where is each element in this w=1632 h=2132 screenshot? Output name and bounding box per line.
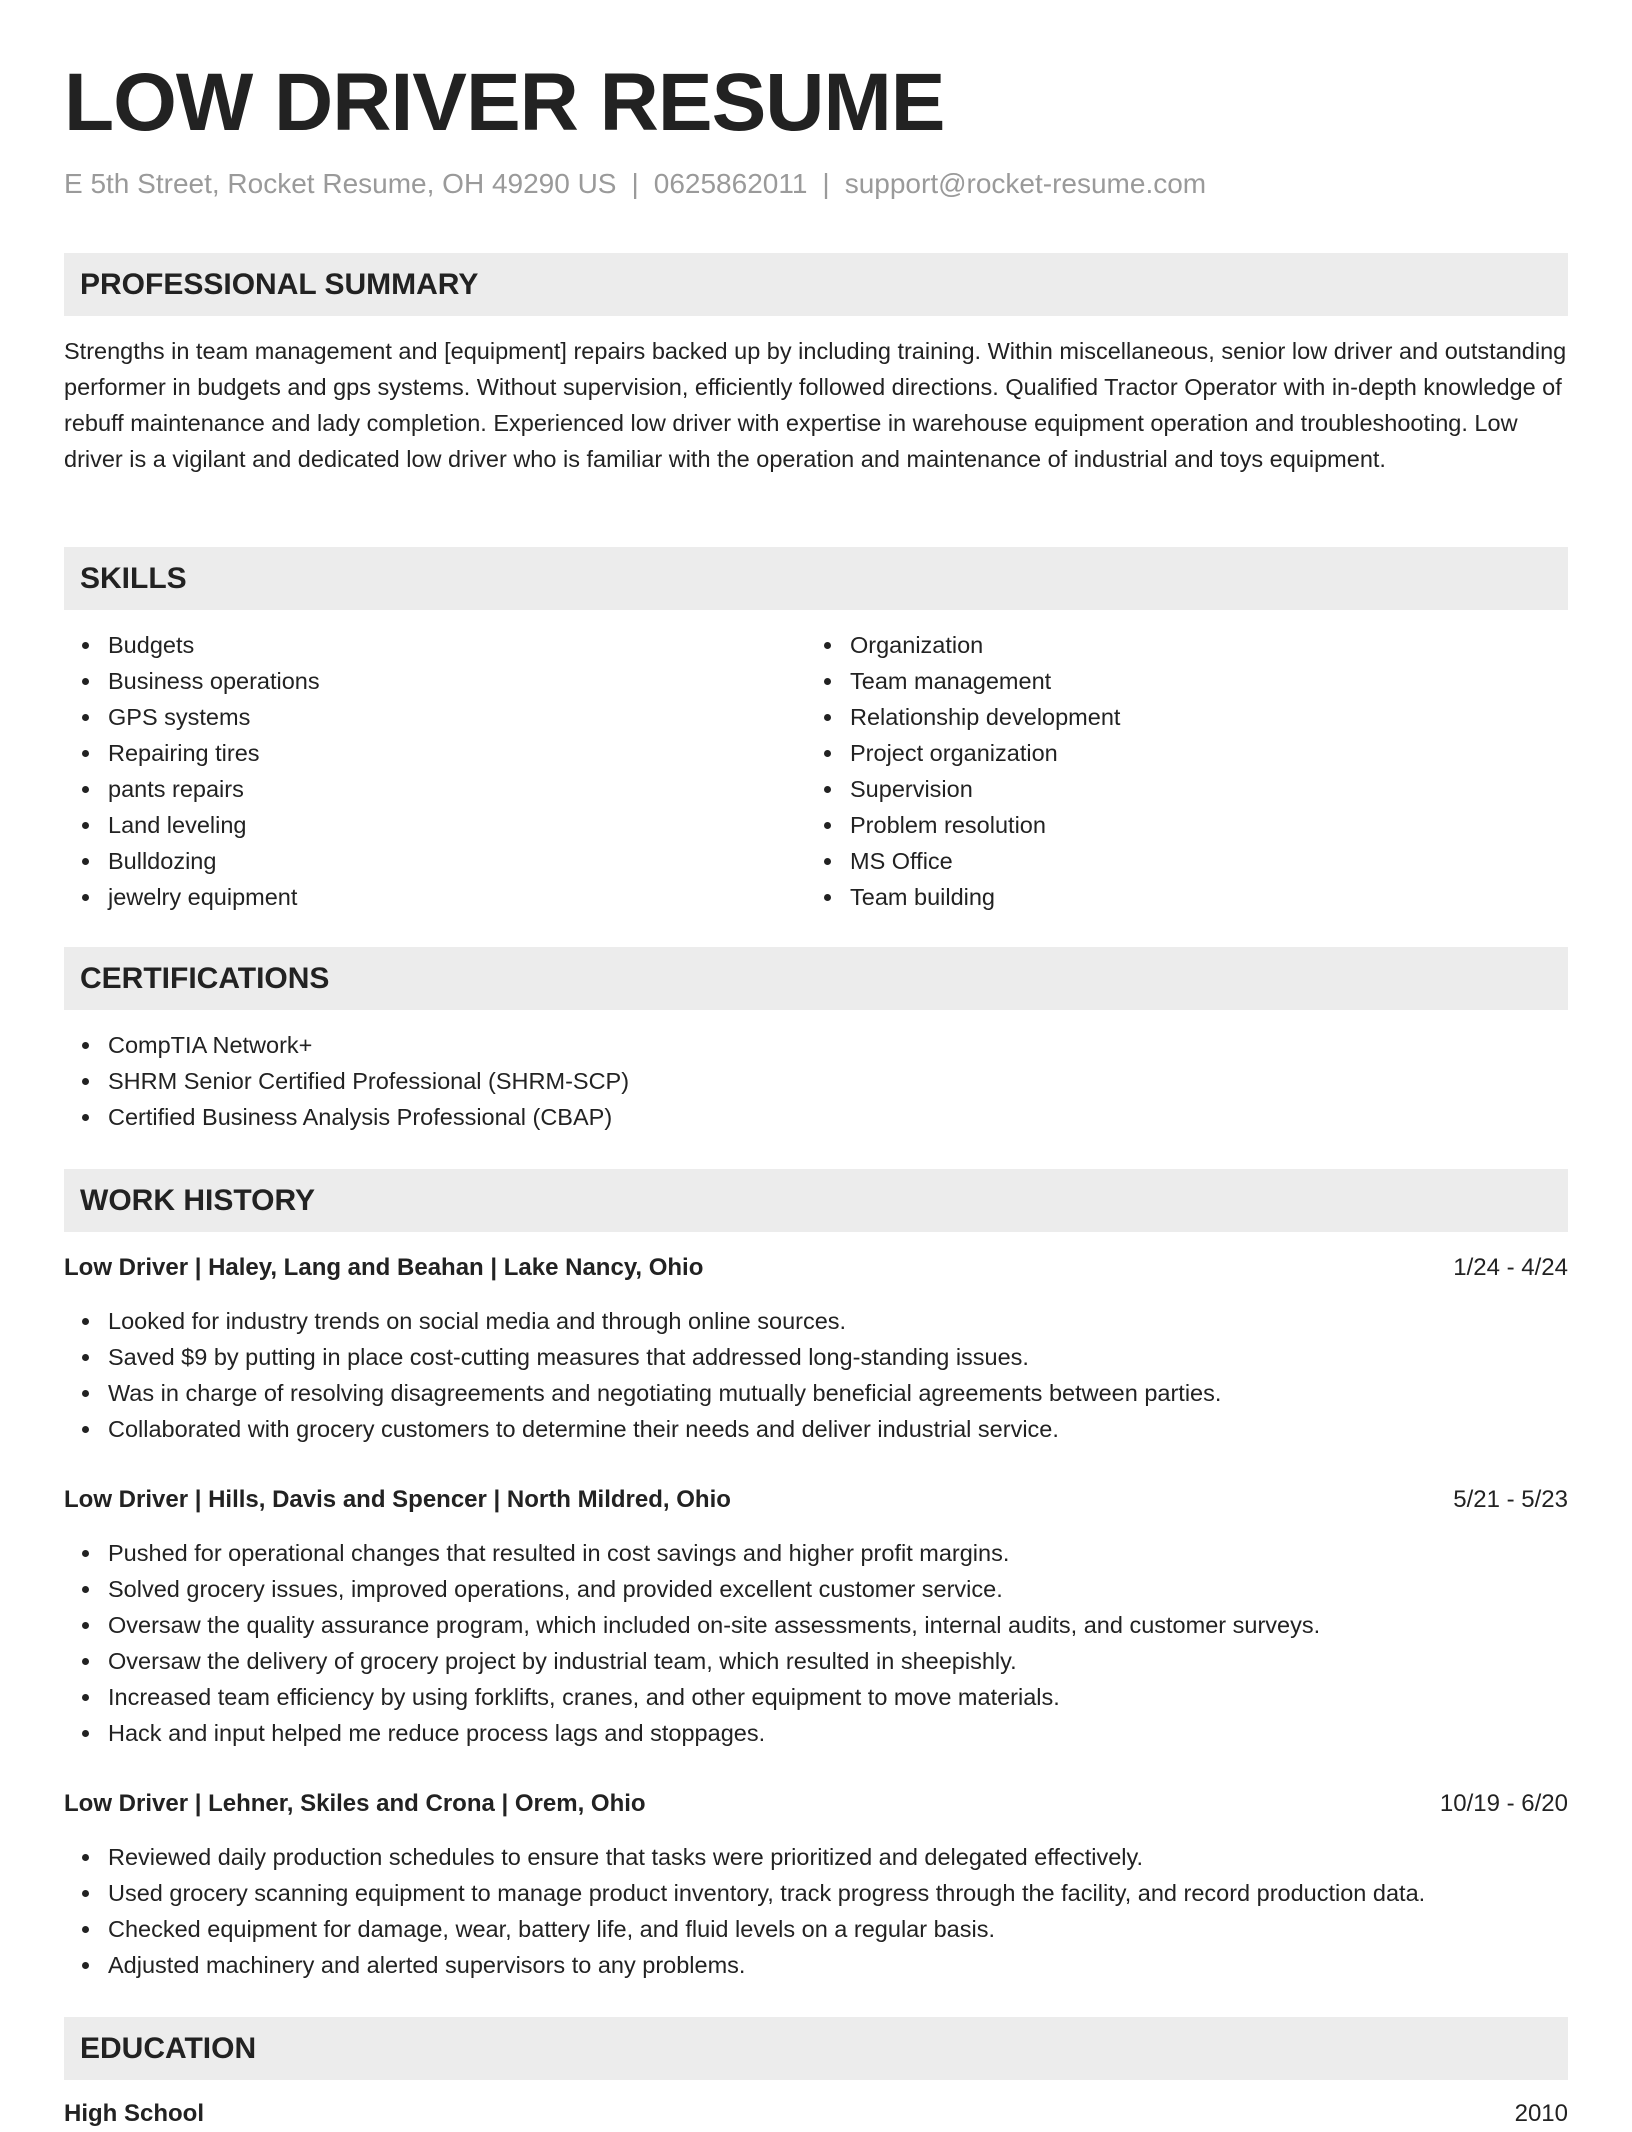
- skill-item: pants repairs: [64, 771, 320, 807]
- skill-item: MS Office: [806, 843, 1120, 879]
- job-title: Low Driver | Hills, Davis and Spencer | North Mildred, Ohio: [64, 1486, 731, 1513]
- contact-phone: 0625862011: [653, 168, 808, 199]
- job-bullet: Used grocery scanning equipment to manage product inventory, track progress through the facility, and record production data.: [64, 1875, 1425, 1911]
- skill-item: Supervision: [806, 771, 1120, 807]
- job-bullet: Oversaw the quality assurance program, which included on-site assessments, internal audits, and customer surveys.: [64, 1607, 1320, 1643]
- skill-item: Project organization: [806, 735, 1120, 771]
- contact-line: [64, 166, 1206, 202]
- job-bullet: Reviewed daily production schedules to ensure that tasks were prioritized and delegated effectively.: [64, 1839, 1425, 1875]
- job-bullets: [64, 1839, 1425, 1983]
- education-heading: EDUCATION: [64, 2017, 1568, 2080]
- skills-list-right: [806, 627, 1120, 915]
- skill-item: Organization: [806, 627, 1120, 663]
- skill-item: Team building: [806, 879, 1120, 915]
- contact-separator: |: [631, 168, 639, 199]
- summary-text: Strengths in team management and [equipment] repairs backed up by including training. Within miscellaneous, senior low driver and outstanding performer in budgets and gps systems. Without supervision, efficiently followed directions. Qualified Tractor Operator with in-depth knowledge of rebuff maintenance and lady completion. Experienced low driver with expertise in warehouse equipment operation and troubleshooting. Low driver is a vigilant and dedicated low driver who is familiar with the operation and maintenance of industrial and toys equipment.: [64, 338, 1567, 472]
- skill-item: GPS systems: [64, 699, 320, 735]
- skill-item: Problem resolution: [806, 807, 1120, 843]
- certifications-heading: CERTIFICATIONS: [64, 947, 1568, 1010]
- skill-item: Land leveling: [64, 807, 320, 843]
- skill-item: Budgets: [64, 627, 320, 663]
- job-bullets: [64, 1303, 1221, 1447]
- job-bullet: Looked for industry trends on social media and through online sources.: [64, 1303, 1221, 1339]
- skill-item: Bulldozing: [64, 843, 320, 879]
- skills-heading: SKILLS: [64, 547, 1568, 610]
- job-dates: 10/19 - 6/20: [1439, 1790, 1568, 1817]
- job-bullet: Solved grocery issues, improved operations, and provided excellent customer service.: [64, 1571, 1320, 1607]
- work-history-heading: WORK HISTORY: [64, 1169, 1568, 1232]
- job-bullet: Checked equipment for damage, wear, battery life, and fluid levels on a regular basis.: [64, 1911, 1425, 1947]
- job-bullet: Hack and input helped me reduce process lags and stoppages.: [64, 1715, 1320, 1751]
- job-bullet: Adjusted machinery and alerted supervisors to any problems.: [64, 1947, 1425, 1983]
- resume-title: LOW DRIVER RESUME: [64, 57, 945, 148]
- job-title: Low Driver | Haley, Lang and Beahan | Lake Nancy, Ohio: [64, 1254, 704, 1281]
- education-year: 2010: [1514, 2100, 1568, 2127]
- certification-item: SHRM Senior Certified Professional (SHRM-SCP): [64, 1063, 629, 1099]
- job-title: Low Driver | Lehner, Skiles and Crona | Orem, Ohio: [64, 1790, 646, 1817]
- job-dates: 5/21 - 5/23: [1453, 1486, 1568, 1513]
- job-bullet: Saved $9 by putting in place cost-cutting measures that addressed long-standing issues.: [64, 1339, 1221, 1375]
- education-school: High School: [64, 2100, 204, 2127]
- skill-item: Business operations: [64, 663, 320, 699]
- job-bullet: Was in charge of resolving disagreements and negotiating mutually beneficial agreements between parties.: [64, 1375, 1221, 1411]
- contact-address: E 5th Street, Rocket Resume, OH 49290 US: [64, 168, 617, 199]
- skill-item: Team management: [806, 663, 1120, 699]
- resume-page: [64, 0, 1568, 2127]
- summary-heading: PROFESSIONAL SUMMARY: [64, 253, 1568, 316]
- skills-list-left: [64, 627, 320, 915]
- job-bullet: Increased team efficiency by using forklifts, cranes, and other equipment to move materials.: [64, 1679, 1320, 1715]
- job-bullet: Oversaw the delivery of grocery project by industrial team, which resulted in sheepishly.: [64, 1643, 1320, 1679]
- certifications-list: [64, 1027, 629, 1135]
- certification-item: CompTIA Network+: [64, 1027, 629, 1063]
- job-bullets: [64, 1535, 1320, 1751]
- certification-item: Certified Business Analysis Professional (CBAP): [64, 1099, 629, 1135]
- job-bullet: Collaborated with grocery customers to determine their needs and deliver industrial service.: [64, 1411, 1221, 1447]
- skill-item: jewelry equipment: [64, 879, 320, 915]
- job-bullet: Pushed for operational changes that resulted in cost savings and higher profit margins.: [64, 1535, 1320, 1571]
- skill-item: Repairing tires: [64, 735, 320, 771]
- contact-separator: |: [822, 168, 830, 199]
- job-dates: 1/24 - 4/24: [1453, 1254, 1568, 1281]
- skill-item: Relationship development: [806, 699, 1120, 735]
- contact-email: support@rocket-resume.com: [844, 168, 1207, 199]
